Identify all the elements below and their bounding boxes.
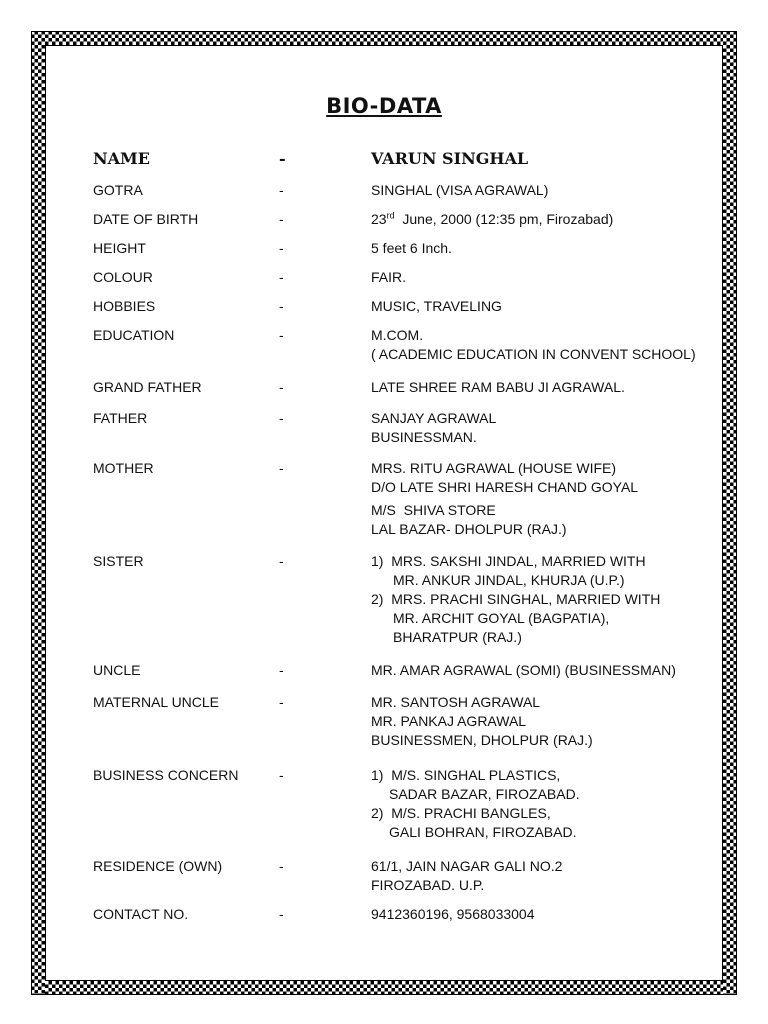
separator: - — [279, 327, 284, 343]
residence-line: 61/1, JAIN NAGAR GALI NO.2 — [371, 858, 563, 874]
business-line: 2) M/S. PRACHI BANGLES, — [371, 805, 551, 821]
business-value — [371, 766, 580, 842]
education-line: ( ACADEMIC EDUCATION IN CONVENT SCHOOL) — [371, 346, 696, 362]
separator: - — [279, 240, 284, 256]
business-line: 1) M/S. SINGHAL PLASTICS, — [371, 767, 561, 783]
sister-line: 1) MRS. SAKSHI JINDAL, MARRIED WITH — [371, 553, 646, 569]
separator: - — [279, 694, 284, 710]
mother-line: LAL BAZAR- DHOLPUR (RAJ.) — [371, 521, 567, 537]
sister-label: SISTER — [93, 553, 144, 569]
residence-value — [371, 857, 562, 895]
mother-line: D/O LATE SHRI HARESH CHAND GOYAL — [371, 479, 639, 495]
dob-rest: June, 2000 (12:35 pm, Firozabad) — [394, 211, 614, 227]
maternal-uncle-line: BUSINESSMEN, DHOLPUR (RAJ.) — [371, 732, 593, 748]
separator: - — [279, 460, 284, 476]
separator: - — [279, 379, 284, 395]
business-label: BUSINESS CONCERN — [93, 767, 239, 783]
height-value: 5 feet 6 Inch. — [371, 240, 452, 256]
separator: - — [279, 662, 284, 678]
sister-line: MR. ANKUR JINDAL, KHURJA (U.P.) — [393, 572, 625, 588]
dob-value — [371, 210, 613, 229]
mother-line: M/S SHIVA STORE — [371, 502, 496, 518]
name-label: NAME — [93, 149, 150, 168]
mother-line: MRS. RITU AGRAWAL (HOUSE WIFE) — [371, 460, 617, 476]
separator: - — [279, 211, 284, 227]
father-value — [371, 409, 496, 447]
mother-value — [371, 459, 638, 539]
education-value — [371, 326, 696, 364]
sister-value — [371, 552, 660, 647]
maternal-uncle-label: MATERNAL UNCLE — [93, 694, 220, 710]
dob-label: DATE OF BIRTH — [93, 211, 199, 227]
separator: - — [279, 410, 284, 426]
separator: - — [279, 149, 286, 168]
maternal-uncle-line: MR. SANTOSH AGRAWAL — [371, 694, 541, 710]
gotra-value: SINGHAL (VISA AGRAWAL) — [371, 182, 549, 198]
separator: - — [279, 269, 284, 285]
sister-line: 2) MRS. PRACHI SINGHAL, MARRIED WITH — [371, 591, 661, 607]
business-line: SADAR BAZAR, FIROZABAD. — [389, 786, 580, 802]
business-line: GALI BOHRAN, FIROZABAD. — [389, 824, 577, 840]
separator: - — [279, 298, 284, 314]
residence-line: FIROZABAD. U.P. — [371, 877, 485, 893]
uncle-value: MR. AMAR AGRAWAL (SOMI) (BUSINESSMAN) — [371, 662, 676, 678]
separator: - — [279, 182, 284, 198]
sister-line: BHARATPUR (RAJ.) — [393, 629, 522, 645]
residence-label: RESIDENCE (OWN) — [93, 858, 223, 874]
name-value: VARUN SINGHAL — [371, 149, 529, 168]
separator: - — [279, 858, 284, 874]
hobbies-label: HOBBIES — [93, 298, 156, 314]
hobbies-value: MUSIC, TRAVELING — [371, 298, 502, 314]
grand-father-value: LATE SHREE RAM BABU JI AGRAWAL. — [371, 379, 625, 395]
education-line: M.COM. — [371, 327, 424, 343]
dob-day: 23 — [371, 211, 387, 227]
maternal-uncle-line: MR. PANKAJ AGRAWAL — [371, 713, 527, 729]
contact-label: CONTACT NO. — [93, 906, 189, 922]
father-label: FATHER — [93, 410, 148, 426]
separator: - — [279, 553, 284, 569]
contact-value: 9412360196, 9568033004 — [371, 906, 535, 922]
education-label: EDUCATION — [93, 327, 175, 343]
father-line: BUSINESSMAN. — [371, 429, 477, 445]
uncle-label: UNCLE — [93, 662, 141, 678]
separator: - — [279, 906, 284, 922]
father-line: SANJAY AGRAWAL — [371, 410, 497, 426]
grand-father-label: GRAND FATHER — [93, 379, 202, 395]
maternal-uncle-value — [371, 693, 593, 750]
mother-label: MOTHER — [93, 460, 154, 476]
sister-line: MR. ARCHIT GOYAL (BAGPATIA), — [393, 610, 610, 626]
gotra-label: GOTRA — [93, 182, 143, 198]
page-title: BIO-DATA — [326, 94, 442, 118]
height-label: HEIGHT — [93, 240, 146, 256]
separator: - — [279, 767, 284, 783]
dob-suffix: rd — [386, 210, 395, 221]
colour-label: COLOUR — [93, 269, 153, 285]
colour-value: FAIR. — [371, 269, 407, 285]
